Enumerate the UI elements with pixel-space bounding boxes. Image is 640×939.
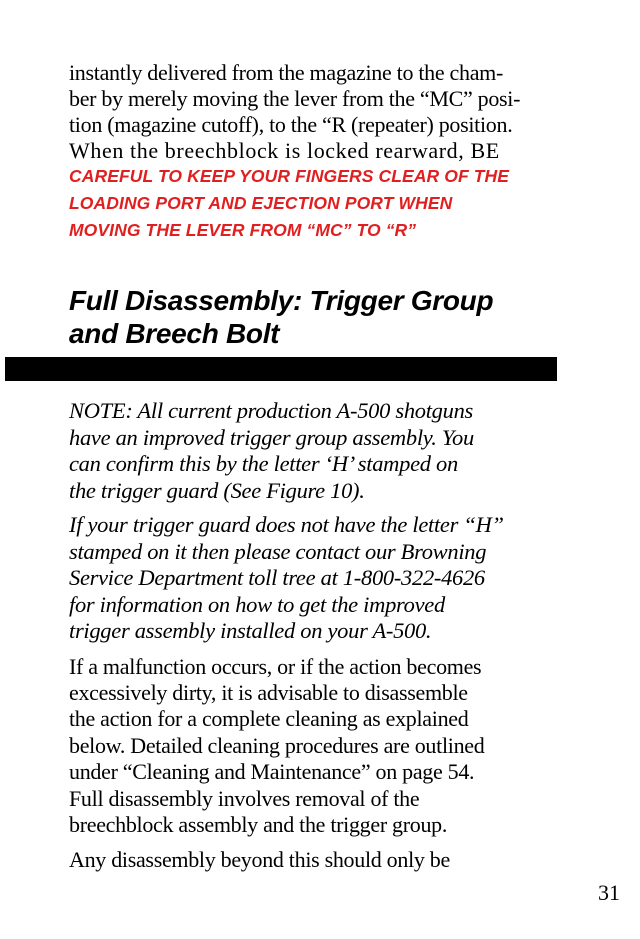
warning-line: LOADING PORT AND EJECTION PORT WHEN — [69, 193, 453, 213]
body-line: Full disassembly involves removal of the — [69, 786, 420, 811]
note-line: NOTE: All current production A-500 shotguns — [69, 398, 473, 423]
note-line: for information on how to get the improved — [69, 592, 445, 617]
note-line: Service Department toll tree at 1-800-322-4626 — [69, 565, 485, 590]
continued-text-line: ber by merely moving the lever from the “MC” posi- — [69, 86, 521, 111]
body-line: excessively dirty, it is advisable to disassemble — [69, 680, 468, 705]
section-divider-bar — [5, 357, 557, 381]
body-line: under “Cleaning and Maintenance” on page 54. — [69, 759, 475, 784]
note-line: trigger assembly installed on your A-500. — [69, 618, 432, 643]
warning-line: MOVING THE LEVER FROM “MC” TO “R” — [69, 220, 417, 240]
note-line: have an improved trigger group assembly. You — [69, 425, 474, 450]
body-line: the action for a complete cleaning as explained — [69, 706, 469, 731]
note-line: If your trigger guard does not have the letter “H” — [69, 512, 504, 537]
body-line: If a malfunction occurs, or if the action becomes — [69, 654, 482, 679]
continued-text-line: instantly delivered from the magazine to the cham- — [69, 60, 504, 85]
body-line: below. Detailed cleaning procedures are outlined — [69, 733, 485, 758]
body-line: Any disassembly beyond this should only be — [69, 847, 450, 872]
section-heading-line: Full Disassembly: Trigger Group — [69, 285, 494, 316]
warning-line: CAREFUL TO KEEP YOUR FINGERS CLEAR OF THE — [69, 166, 510, 186]
section-heading-line: and Breech Bolt — [69, 318, 280, 349]
body-line: breechblock assembly and the trigger group. — [69, 812, 448, 837]
note-line: stamped on it then please contact our Browning — [69, 539, 487, 564]
continued-text-line: When the breechblock is locked rearward, BE — [69, 138, 500, 163]
note-line: the trigger guard (See Figure 10). — [69, 478, 365, 503]
note-line: can confirm this by the letter ‘H’ stamped on — [69, 451, 458, 476]
continued-text-line: tion (magazine cutoff), to the “R (repeater) position. — [69, 112, 513, 137]
page-number: 31 — [598, 880, 620, 905]
